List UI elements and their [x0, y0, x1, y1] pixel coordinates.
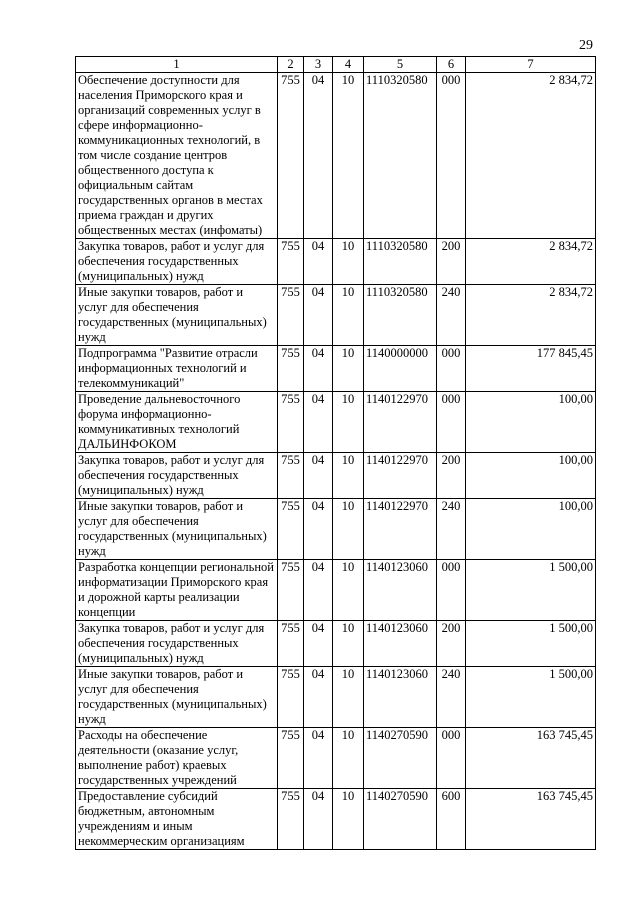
- code-cell: 10: [333, 667, 364, 728]
- code-cell: 04: [304, 728, 333, 789]
- code-cell: 755: [278, 285, 304, 346]
- code-cell: 755: [278, 346, 304, 392]
- code-cell: 04: [304, 392, 333, 453]
- budget-table: [75, 56, 596, 850]
- row-name-cell: Иные закупки товаров, работ и услуг для обеспечения государственных (муниципальных) нужд: [76, 667, 278, 728]
- amount-cell: 100,00: [466, 499, 596, 560]
- code-cell: 04: [304, 499, 333, 560]
- row-name-cell: Разработка концепции региональной информатизации Приморского края и дорожной карты реализации концепции: [76, 560, 278, 621]
- code-cell: 200: [437, 453, 466, 499]
- code-cell: 1110320580: [364, 239, 437, 285]
- code-cell: 04: [304, 285, 333, 346]
- code-cell: 1140270590: [364, 789, 437, 850]
- code-cell: 1140122970: [364, 499, 437, 560]
- code-cell: 1110320580: [364, 73, 437, 239]
- code-cell: 10: [333, 789, 364, 850]
- code-cell: 000: [437, 73, 466, 239]
- row-name-cell: Закупка товаров, работ и услуг для обеспечения государственных (муниципальных) нужд: [76, 621, 278, 667]
- row-name-cell: Закупка товаров, работ и услуг для обеспечения государственных (муниципальных) нужд: [76, 239, 278, 285]
- column-header: 4: [333, 57, 364, 73]
- code-cell: 240: [437, 499, 466, 560]
- table-row: [76, 728, 596, 789]
- code-cell: 755: [278, 73, 304, 239]
- code-cell: 10: [333, 346, 364, 392]
- amount-cell: 1 500,00: [466, 667, 596, 728]
- column-header: 2: [278, 57, 304, 73]
- column-header: 7: [466, 57, 596, 73]
- row-name-cell: Предоставление субсидий бюджетным, автономным учреждениям и иным некоммерческим организациям: [76, 789, 278, 850]
- amount-cell: 100,00: [466, 453, 596, 499]
- amount-cell: 163 745,45: [466, 789, 596, 850]
- row-name-cell: Проведение дальневосточного форума информационно-коммуникативных технологий ДАЛЬИНФОКОМ: [76, 392, 278, 453]
- code-cell: 10: [333, 285, 364, 346]
- code-cell: 755: [278, 392, 304, 453]
- code-cell: 755: [278, 667, 304, 728]
- column-header: 1: [76, 57, 278, 73]
- table-row: [76, 285, 596, 346]
- column-header: 6: [437, 57, 466, 73]
- column-header: 3: [304, 57, 333, 73]
- table-row: [76, 499, 596, 560]
- code-cell: 04: [304, 453, 333, 499]
- code-cell: 755: [278, 621, 304, 667]
- code-cell: 04: [304, 346, 333, 392]
- table-row: [76, 621, 596, 667]
- amount-cell: 2 834,72: [466, 285, 596, 346]
- code-cell: 04: [304, 560, 333, 621]
- code-cell: 1140122970: [364, 453, 437, 499]
- code-cell: 755: [278, 499, 304, 560]
- code-cell: 10: [333, 73, 364, 239]
- code-cell: 10: [333, 621, 364, 667]
- code-cell: 1140270590: [364, 728, 437, 789]
- code-cell: 200: [437, 621, 466, 667]
- code-cell: 04: [304, 73, 333, 239]
- table-row: [76, 346, 596, 392]
- table-row: [76, 73, 596, 239]
- code-cell: 755: [278, 789, 304, 850]
- code-cell: 755: [278, 453, 304, 499]
- row-name-cell: Подпрограмма "Развитие отрасли информационных технологий и телекоммуникаций": [76, 346, 278, 392]
- code-cell: 1140123060: [364, 621, 437, 667]
- code-cell: 04: [304, 667, 333, 728]
- row-name-cell: Иные закупки товаров, работ и услуг для обеспечения государственных (муниципальных) нужд: [76, 499, 278, 560]
- code-cell: 1110320580: [364, 285, 437, 346]
- code-cell: 04: [304, 239, 333, 285]
- code-cell: 600: [437, 789, 466, 850]
- code-cell: 240: [437, 667, 466, 728]
- code-cell: 000: [437, 728, 466, 789]
- code-cell: 04: [304, 621, 333, 667]
- amount-cell: 163 745,45: [466, 728, 596, 789]
- table-row: [76, 392, 596, 453]
- table-row: [76, 789, 596, 850]
- code-cell: 1140000000: [364, 346, 437, 392]
- code-cell: 200: [437, 239, 466, 285]
- table-row: [76, 667, 596, 728]
- code-cell: 000: [437, 392, 466, 453]
- code-cell: 10: [333, 239, 364, 285]
- table-row: [76, 453, 596, 499]
- amount-cell: 2 834,72: [466, 239, 596, 285]
- row-name-cell: Закупка товаров, работ и услуг для обеспечения государственных (муниципальных) нужд: [76, 453, 278, 499]
- code-cell: 240: [437, 285, 466, 346]
- amount-cell: 2 834,72: [466, 73, 596, 239]
- row-name-cell: Иные закупки товаров, работ и услуг для обеспечения государственных (муниципальных) нужд: [76, 285, 278, 346]
- amount-cell: 100,00: [466, 392, 596, 453]
- amount-cell: 177 845,45: [466, 346, 596, 392]
- code-cell: 10: [333, 453, 364, 499]
- code-cell: 10: [333, 560, 364, 621]
- code-cell: 755: [278, 239, 304, 285]
- code-cell: 755: [278, 560, 304, 621]
- code-cell: 1140123060: [364, 667, 437, 728]
- code-cell: 1140123060: [364, 560, 437, 621]
- code-cell: 10: [333, 392, 364, 453]
- table-row: [76, 560, 596, 621]
- row-name-cell: Обеспечение доступности для населения Приморского края и организаций современных услуг в сфере информационно-коммуникационных технологий, в том числе создание центров общественного доступа к официальным сайтам государственных органов в местах приема граждан и других общественных местах (инфоматы): [76, 73, 278, 239]
- row-name-cell: Расходы на обеспечение деятельности (оказание услуг, выполнение работ) краевых государственных учреждений: [76, 728, 278, 789]
- code-cell: 04: [304, 789, 333, 850]
- code-cell: 000: [437, 346, 466, 392]
- code-cell: 755: [278, 728, 304, 789]
- code-cell: 000: [437, 560, 466, 621]
- amount-cell: 1 500,00: [466, 621, 596, 667]
- column-header: 5: [364, 57, 437, 73]
- page-number: 29: [579, 38, 593, 53]
- code-cell: 10: [333, 499, 364, 560]
- code-cell: 1140122970: [364, 392, 437, 453]
- table-row: [76, 239, 596, 285]
- table-header-row: [76, 57, 596, 73]
- amount-cell: 1 500,00: [466, 560, 596, 621]
- code-cell: 10: [333, 728, 364, 789]
